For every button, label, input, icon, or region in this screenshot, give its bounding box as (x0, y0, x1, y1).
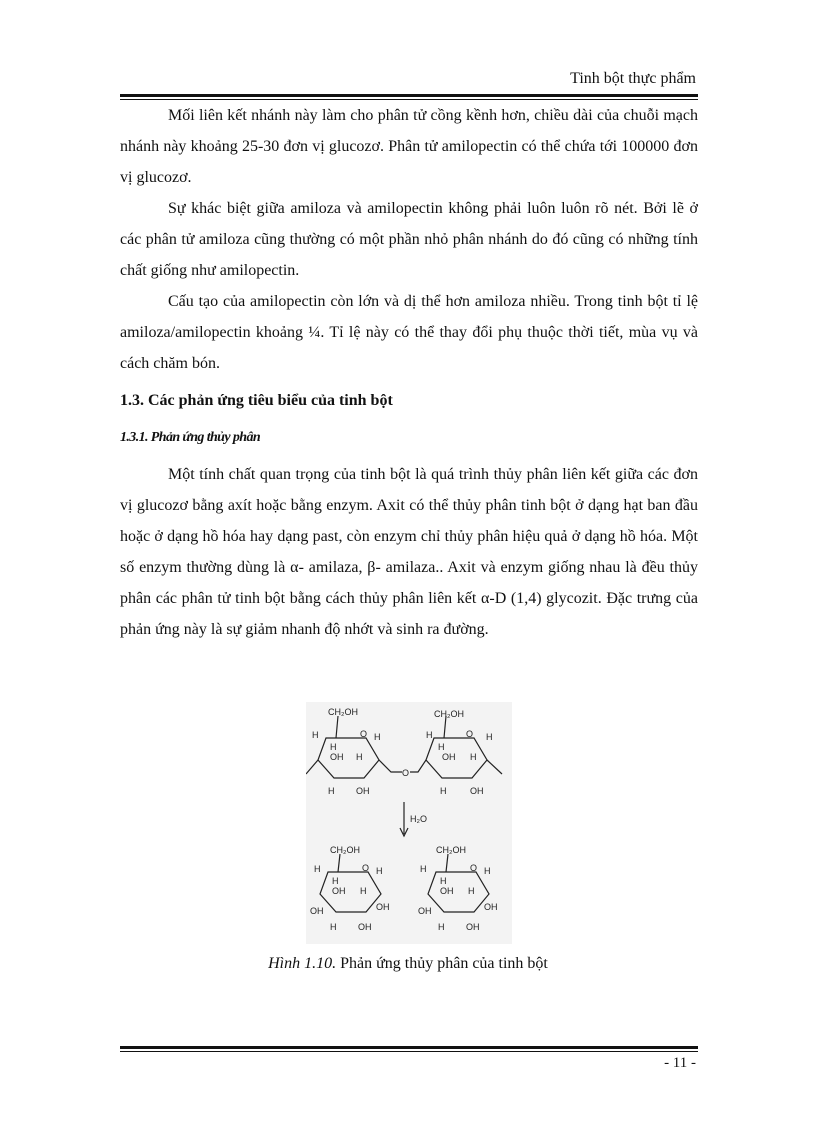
bond (338, 854, 340, 872)
label-oh: OH (440, 886, 454, 896)
ring-top-right (426, 738, 487, 778)
ring-bottom-left (320, 872, 381, 912)
bond (446, 854, 448, 872)
label-h: H (330, 922, 337, 932)
footer-rule (120, 1046, 698, 1049)
hydrolysis-diagram (306, 702, 512, 944)
label-oh: OH (310, 906, 324, 916)
label-o: O (402, 768, 410, 778)
paragraph-hydrolysis: Một tính chất quan trọng của tinh bột là quá trình thủy phân liên kết giữa các đơn vị glucozơ bằng axít hoặc bằng enzym. Axit có thể thủy phân tinh bột ở dạng hạt ban đầu hoặc ở dạng hồ hóa hay dạng past, còn enzym chỉ thủy phân hiệu quả ở dạng hồ hóa. Một số enzym thường dùng là α- amilaza, β- amilaza.. Axit và enzym giống nhau là đều thủy phân các phân tử tinh bột bằng cách thủy phân liên kết α-D (1,4) glycozit. Đặc trưng của phản ứng này là sự giảm nhanh độ nhớt và sinh ra đường. (120, 466, 698, 638)
label-o: O (466, 729, 474, 739)
section-heading: 1.3. Các phản ứng tiêu biểu của tinh bột (120, 392, 393, 409)
label-oh: OH (356, 786, 370, 796)
label-h: H (484, 866, 491, 876)
label-oh: OH (466, 922, 480, 932)
left-link (306, 760, 318, 774)
label-h: H (440, 876, 447, 886)
label-ch2oh: CH₂OH (328, 707, 358, 717)
header-rule (120, 94, 698, 97)
label-h: H (312, 730, 319, 740)
paragraph-difference: Sự khác biệt giữa amiloza và amilopectin không phải luôn luôn rõ nét. Bởi lẽ ở các phân tử amiloza cũng thường có một phần nhỏ phân nhánh do đó cũng có những tính chất giống như amilopectin. (120, 200, 698, 279)
label-ch2oh: CH₂OH (330, 845, 360, 855)
label-ch2oh: CH₂OH (434, 709, 464, 719)
label-oh: OH (418, 906, 432, 916)
label-h2o: H₂O (410, 814, 427, 824)
label-h: H (426, 730, 433, 740)
label-h: H (438, 922, 445, 932)
figure-caption (0, 955, 816, 973)
label-o: O (362, 863, 370, 873)
ring-top-left (318, 738, 379, 778)
label-oh: OH (358, 922, 372, 932)
label-oh: OH (442, 752, 456, 762)
page-number: - 11 - (664, 1055, 696, 1071)
label-h: H (470, 752, 477, 762)
label-h: H (438, 742, 445, 752)
label-h: H (420, 864, 427, 874)
subsection-heading: 1.3.1. Phản ứng thủy phân (120, 430, 261, 445)
label-o: O (470, 863, 478, 873)
hydrolysis-figure (306, 702, 512, 944)
paragraph-structure: Cấu tạo của amilopectin còn lớn và dị thể hơn amiloza nhiều. Trong tinh bột tỉ lệ amiloza/amilopectin khoảng ¼. Tỉ lệ này có thể thay đổi phụ thuộc thời tiết, mùa vụ và cách chăm bón. (120, 293, 698, 372)
caption-text: Phản ứng thủy phân của tinh bột (336, 955, 548, 972)
paragraph-branching: Mối liên kết nhánh này làm cho phân tử cồng kềnh hơn, chiều dài của chuỗi mạch nhánh này khoảng 25-30 đơn vị glucozơ. Phân tử amilopectin có thể chứa tới 100000 đơn vị glucozơ. (120, 107, 698, 186)
label-h: H (314, 864, 321, 874)
label-h: H (330, 742, 337, 752)
label-oh: OH (376, 902, 390, 912)
label-ch2oh: CH₂OH (436, 845, 466, 855)
label-h: H (332, 876, 339, 886)
label-h: H (468, 886, 475, 896)
label-h: H (440, 786, 447, 796)
caption-label: Hình 1.10. (268, 955, 337, 972)
label-oh: OH (484, 902, 498, 912)
label-h: H (486, 732, 493, 742)
label-h: H (374, 732, 381, 742)
page-body (120, 100, 698, 645)
label-h: H (360, 886, 367, 896)
label-o: O (360, 729, 368, 739)
ring-bottom-right (428, 872, 489, 912)
right-link (487, 760, 502, 774)
label-h: H (356, 752, 363, 762)
glycosidic-bond-right (410, 760, 426, 772)
running-header: Tinh bột thực phẩm (570, 70, 696, 87)
label-oh: OH (332, 886, 346, 896)
footer-rule-thin (120, 1051, 698, 1052)
label-oh: OH (330, 752, 344, 762)
label-oh: OH (470, 786, 484, 796)
bond (444, 716, 446, 738)
label-h: H (328, 786, 335, 796)
glycosidic-bond-left (379, 760, 402, 772)
bond (336, 716, 338, 738)
label-h: H (376, 866, 383, 876)
